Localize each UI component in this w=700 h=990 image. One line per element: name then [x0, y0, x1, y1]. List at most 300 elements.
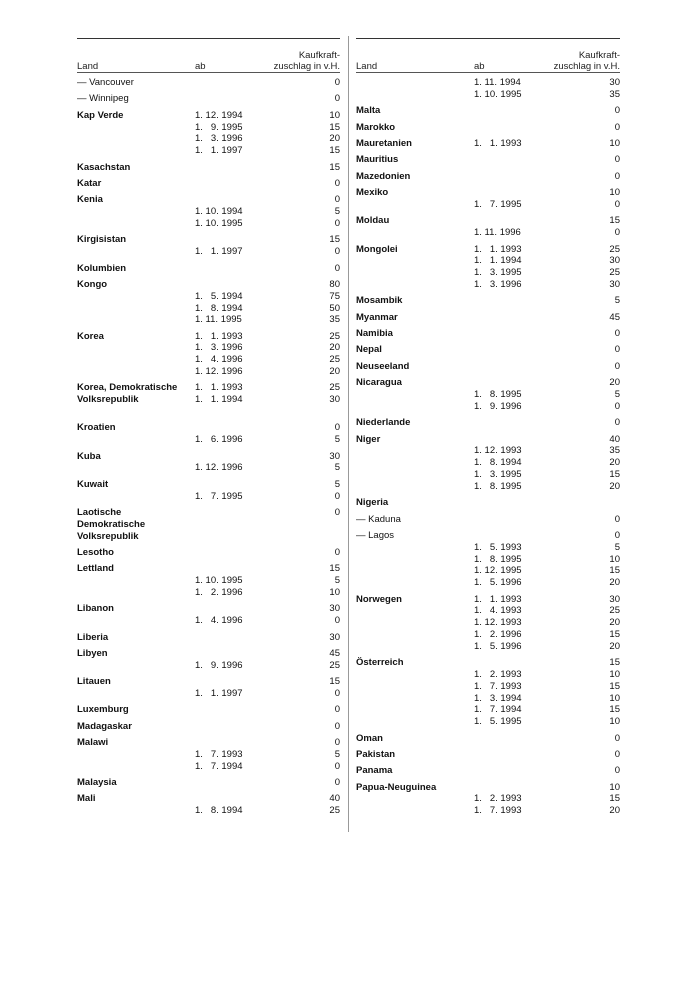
country-name: Mosambik — [356, 295, 403, 307]
table-row — [77, 354, 340, 366]
table-row — [77, 603, 340, 615]
table-row — [356, 693, 620, 705]
table-entry — [77, 77, 340, 89]
table-entry — [356, 377, 620, 412]
surcharge-value: 35 — [329, 314, 340, 326]
table-row — [77, 110, 340, 122]
surcharge-value: 15 — [329, 161, 340, 173]
surcharge-value: 10 — [609, 553, 620, 565]
table-row — [356, 267, 620, 279]
table-row — [356, 255, 620, 267]
surcharge-value: 35 — [609, 445, 620, 457]
surcharge-value: 0 — [334, 177, 340, 189]
table-entry — [77, 279, 340, 326]
table-row — [77, 749, 340, 761]
surcharge-value: 15 — [609, 680, 620, 692]
surcharge-value: 15 — [609, 215, 620, 227]
surcharge-value: 0 — [614, 170, 620, 182]
surcharge-value: 50 — [329, 302, 340, 314]
surcharge-value: 30 — [329, 603, 340, 615]
table-entry — [356, 295, 620, 307]
table-row — [356, 782, 620, 794]
effective-date: 1. 2. 1993 — [474, 793, 522, 805]
table-row — [356, 793, 620, 805]
table-row — [77, 519, 340, 531]
header-land: Land — [356, 61, 378, 72]
surcharge-value: 15 — [609, 793, 620, 805]
header-land: Land — [77, 61, 99, 72]
table-row — [77, 246, 340, 258]
table-entry — [356, 733, 620, 745]
table-row — [77, 263, 340, 275]
table-row — [356, 481, 620, 493]
table-row — [77, 805, 340, 817]
table-row — [77, 451, 340, 463]
effective-date: 1. 4. 1996 — [195, 615, 243, 627]
table-row — [356, 171, 620, 183]
effective-date: 1. 3. 1996 — [195, 342, 243, 354]
table-row — [356, 154, 620, 166]
country-name: Österreich — [356, 657, 404, 669]
surcharge-value: 0 — [614, 154, 620, 166]
table-row — [77, 491, 340, 503]
table-entry — [77, 793, 340, 817]
table-row — [356, 657, 620, 669]
effective-date: 1. 1. 1993 — [474, 593, 522, 605]
header-kaufkraft-line2: zuschlag in v.H. — [553, 61, 620, 72]
effective-date: 1. 10. 1995 — [195, 575, 243, 587]
table-entry — [356, 171, 620, 183]
table-entry — [356, 434, 620, 493]
country-name: — Winnipeg — [77, 93, 129, 105]
table-entry — [356, 594, 620, 653]
table-row — [77, 737, 340, 749]
surcharge-value: 30 — [609, 278, 620, 290]
table-row — [77, 761, 340, 773]
surcharge-value: 30 — [329, 450, 340, 462]
country-name: Malaysia — [77, 777, 117, 789]
country-name: Norwegen — [356, 593, 402, 605]
surcharge-value: 10 — [609, 692, 620, 704]
table-row — [77, 162, 340, 174]
table-entry — [356, 514, 620, 526]
country-name: Mali — [77, 793, 96, 805]
effective-date: 1. 1. 1993 — [474, 137, 522, 149]
table-row — [77, 122, 340, 134]
effective-date: 1. 2. 1993 — [474, 668, 522, 680]
table-entry — [356, 749, 620, 761]
table-row — [77, 77, 340, 89]
effective-date: 1. 7. 1993 — [474, 805, 522, 817]
table-entry — [356, 122, 620, 134]
table-row — [356, 244, 620, 256]
surcharge-value: 0 — [614, 360, 620, 372]
table-row — [356, 669, 620, 681]
country-name: Papua-Neuguinea — [356, 781, 437, 793]
country-name: Nicaragua — [356, 377, 402, 389]
table-row — [356, 805, 620, 817]
table-entry — [356, 344, 620, 356]
country-name: Katar — [77, 177, 102, 189]
effective-date: 1. 1. 1997 — [195, 145, 243, 157]
country-name: Neuseeland — [356, 360, 410, 372]
table-row — [356, 749, 620, 761]
surcharge-value: 0 — [334, 720, 340, 732]
table-row — [77, 479, 340, 491]
table-row — [356, 89, 620, 101]
table-row — [356, 445, 620, 457]
surcharge-value: 5 — [614, 295, 620, 307]
effective-date: 1. 6. 1996 — [195, 434, 243, 446]
table-row — [356, 629, 620, 641]
surcharge-value: 5 — [334, 206, 340, 218]
table-row — [356, 344, 620, 356]
effective-date: 1. 5. 1996 — [474, 577, 522, 589]
header-ab: ab — [195, 61, 206, 72]
table-row — [356, 565, 620, 577]
country-name: Libanon — [77, 603, 114, 615]
effective-date: 1. 1. 1997 — [195, 246, 243, 258]
surcharge-value: 0 — [334, 93, 340, 105]
surcharge-value: 0 — [334, 246, 340, 258]
country-name: Kuwait — [77, 478, 109, 490]
country-name: Mauretanien — [356, 137, 412, 149]
table-row — [356, 77, 620, 89]
effective-date: 1. 7. 1994 — [474, 704, 522, 716]
surcharge-value: 30 — [329, 631, 340, 643]
country-name: Malta — [356, 105, 381, 117]
table-entry — [356, 361, 620, 373]
country-name: Panama — [356, 765, 393, 777]
country-name: — Lagos — [356, 529, 395, 541]
table-row — [356, 704, 620, 716]
surcharge-value: 0 — [614, 732, 620, 744]
table-row — [356, 279, 620, 291]
table-row — [77, 145, 340, 157]
table-row — [77, 178, 340, 190]
table-row — [77, 394, 340, 406]
surcharge-value: 0 — [334, 547, 340, 558]
table-row — [356, 641, 620, 653]
surcharge-value: 30 — [609, 593, 620, 605]
table-row — [356, 199, 620, 211]
table-row — [356, 542, 620, 554]
surcharge-value: 20 — [609, 457, 620, 469]
table-row — [356, 765, 620, 777]
table-row — [77, 331, 340, 343]
surcharge-value: 20 — [609, 480, 620, 492]
country-name: Laotische Demokratische Volksrepublik — [77, 507, 146, 542]
surcharge-value: 20 — [609, 617, 620, 629]
table-entry — [356, 497, 620, 509]
surcharge-value: 10 — [609, 716, 620, 728]
table-entry — [77, 178, 340, 190]
surcharge-value: 5 — [334, 575, 340, 587]
effective-date: 1. 2. 1996 — [195, 586, 243, 598]
table-entry — [77, 93, 340, 105]
country-name: Pakistan — [356, 748, 396, 760]
table-row — [356, 389, 620, 401]
header-rule — [77, 72, 340, 73]
country-name: Niederlande — [356, 417, 411, 429]
table-entry — [356, 765, 620, 777]
country-name: Myanmar — [356, 311, 398, 323]
table-entry — [77, 110, 340, 157]
effective-date: 1. 9. 1996 — [474, 400, 522, 412]
table-row — [77, 422, 340, 434]
table-entry — [77, 382, 340, 417]
table-entry — [77, 194, 340, 229]
table-header — [77, 38, 340, 72]
table-row — [77, 93, 340, 105]
table-entry — [77, 263, 340, 275]
table-entry — [77, 162, 340, 174]
country-name: Mongolei — [356, 243, 398, 255]
effective-date: 1. 7. 1995 — [474, 198, 522, 210]
surcharge-value: 15 — [329, 121, 340, 133]
effective-date: 1. 3. 1996 — [474, 278, 522, 290]
table-entry — [77, 737, 340, 772]
table-row — [356, 105, 620, 117]
surcharge-value: 25 — [329, 382, 340, 394]
surcharge-value: 0 — [614, 513, 620, 525]
surcharge-value: 0 — [614, 121, 620, 133]
table-row — [356, 138, 620, 150]
country-name: Marokko — [356, 121, 396, 133]
table-row — [356, 328, 620, 340]
surcharge-value: 0 — [614, 748, 620, 760]
table-entry — [356, 138, 620, 150]
table-entry — [356, 530, 620, 589]
effective-date: 1. 4. 1993 — [474, 605, 522, 617]
table-entry — [77, 234, 340, 258]
table-row — [356, 469, 620, 481]
effective-date: 1. 9. 1995 — [195, 121, 243, 133]
surcharge-value: 15 — [609, 657, 620, 669]
surcharge-value: 0 — [614, 529, 620, 541]
surcharge-value: 25 — [329, 805, 340, 817]
surcharge-value: 0 — [334, 217, 340, 229]
country-name: Namibia — [356, 328, 393, 340]
table-row — [356, 215, 620, 227]
surcharge-value: 25 — [609, 605, 620, 617]
effective-date: 1. 1. 1993 — [474, 243, 522, 255]
country-name: Oman — [356, 732, 383, 744]
table-entry — [77, 721, 340, 733]
table-row — [356, 577, 620, 589]
surcharge-value: 0 — [614, 765, 620, 777]
surcharge-value: 0 — [334, 737, 340, 749]
table-entry — [356, 154, 620, 166]
country-name: Kroatien — [77, 422, 116, 434]
table-entry — [77, 676, 340, 700]
table-entry — [77, 507, 340, 542]
surcharge-value: 15 — [329, 234, 340, 246]
country-name: Kuba — [77, 450, 101, 462]
country-name: — Kaduna — [356, 513, 401, 525]
table-row — [356, 497, 620, 509]
effective-date: 1. 11. 1996 — [474, 227, 521, 239]
effective-date: 1. 4. 1996 — [195, 354, 243, 366]
table-row — [77, 688, 340, 700]
effective-date: 1. 8. 1995 — [474, 389, 522, 401]
table-row — [77, 234, 340, 246]
header-kaufkraft-line1: Kaufkraft- — [298, 50, 340, 61]
table-row — [356, 122, 620, 134]
country-name: Liberia — [77, 631, 109, 643]
country-name: Madagaskar — [77, 720, 132, 732]
table-row — [77, 434, 340, 446]
surcharge-value: 15 — [329, 145, 340, 157]
surcharge-value: 10 — [609, 781, 620, 793]
table-row — [77, 587, 340, 599]
surcharge-value: 10 — [329, 586, 340, 598]
surcharge-value: 0 — [334, 760, 340, 772]
table-row — [77, 342, 340, 354]
table-entry — [77, 777, 340, 789]
table-entry — [356, 417, 620, 429]
surcharge-value: 0 — [614, 400, 620, 412]
surcharge-value: 0 — [614, 344, 620, 356]
effective-date: 1. 3. 1996 — [195, 133, 243, 145]
surcharge-value: 0 — [334, 77, 340, 88]
surcharge-value: 20 — [609, 377, 620, 389]
table-row — [356, 377, 620, 389]
surcharge-value: 10 — [609, 668, 620, 680]
surcharge-value: 25 — [329, 330, 340, 342]
effective-date: 1. 11. 1994 — [474, 77, 521, 88]
table-entry — [356, 244, 620, 291]
surcharge-value: 20 — [329, 133, 340, 145]
table-row — [77, 615, 340, 627]
table-entry — [77, 479, 340, 503]
surcharge-value: 0 — [334, 507, 340, 519]
effective-date: 1. 7. 1993 — [474, 680, 522, 692]
table-entry — [77, 451, 340, 475]
surcharge-value: 45 — [329, 647, 340, 659]
effective-date: 1. 7. 1994 — [195, 760, 243, 772]
country-name: Lesotho — [77, 547, 114, 558]
effective-date: 1. 12. 1993 — [474, 445, 522, 457]
table-row — [77, 194, 340, 206]
effective-date: 1. 9. 1996 — [195, 659, 243, 671]
country-name: Kap Verde — [77, 109, 124, 121]
effective-date: 1. 10. 1995 — [195, 217, 243, 229]
table-row — [77, 660, 340, 672]
surcharge-value: 25 — [609, 243, 620, 255]
country-name: Niger — [356, 433, 381, 445]
country-name: Lettland — [77, 563, 114, 575]
table-row — [77, 314, 340, 326]
table-entry — [77, 422, 340, 446]
table-row — [77, 777, 340, 789]
surcharge-value: 5 — [334, 748, 340, 760]
surcharge-value: 45 — [609, 311, 620, 323]
table-row — [77, 547, 340, 559]
table-row — [356, 605, 620, 617]
country-name: Mexiko — [356, 187, 389, 199]
country-name: Korea, Demokratische Volksrepublik — [77, 382, 178, 406]
effective-date: 1. 5. 1994 — [195, 290, 243, 302]
surcharge-value: 0 — [334, 422, 340, 434]
table-row — [77, 218, 340, 230]
table-row — [77, 133, 340, 145]
surcharge-value: 5 — [614, 541, 620, 553]
surcharge-value: 0 — [614, 328, 620, 340]
table-row — [356, 434, 620, 446]
table-entry — [77, 331, 340, 378]
table-row — [356, 594, 620, 606]
table-entry — [356, 215, 620, 239]
effective-date: 1. 10. 1994 — [195, 206, 243, 218]
table-entry — [77, 547, 340, 559]
surcharge-value: 25 — [609, 267, 620, 279]
effective-date: 1. 3. 1995 — [474, 267, 522, 279]
table-row — [77, 704, 340, 716]
surcharge-value: 15 — [609, 628, 620, 640]
table-row — [77, 507, 340, 519]
country-name: Nigeria — [356, 497, 389, 509]
country-name: Kenia — [77, 194, 103, 206]
effective-date: 1. 5. 1993 — [474, 541, 522, 553]
effective-date: 1. 5. 1996 — [474, 640, 522, 652]
table-row — [77, 793, 340, 805]
table-entry — [77, 603, 340, 627]
country-name: Mazedonien — [356, 170, 411, 182]
country-name: — Vancouver — [77, 77, 134, 88]
table-row — [356, 312, 620, 324]
surcharge-value: 20 — [329, 366, 340, 378]
country-name: Kolumbien — [77, 262, 127, 274]
table-row — [356, 417, 620, 429]
table-entry — [77, 704, 340, 716]
surcharge-value: 5 — [334, 462, 340, 474]
table-row — [77, 721, 340, 733]
table-row — [356, 530, 620, 542]
surcharge-value: 10 — [609, 187, 620, 199]
surcharge-value: 15 — [329, 676, 340, 688]
surcharge-value: 0 — [334, 262, 340, 274]
surcharge-value: 10 — [329, 109, 340, 121]
table-entry — [356, 105, 620, 117]
surcharge-value: 15 — [329, 563, 340, 575]
surcharge-value: 20 — [609, 805, 620, 817]
table-entry — [356, 657, 620, 728]
table-entry — [356, 312, 620, 324]
table-row — [77, 406, 340, 418]
header-kaufkraftzuschlag — [274, 50, 340, 72]
surcharge-value: 0 — [614, 417, 620, 429]
country-name: Mauritius — [356, 154, 399, 166]
table-row — [356, 716, 620, 728]
country-name: Kasachstan — [77, 161, 131, 173]
table-row — [356, 401, 620, 413]
effective-date: 1. 3. 1995 — [474, 469, 522, 481]
surcharge-value: 25 — [329, 354, 340, 366]
table-row — [356, 617, 620, 629]
table-row — [77, 648, 340, 660]
surcharge-value: 20 — [329, 342, 340, 354]
country-name: Nepal — [356, 344, 382, 356]
header-ab: ab — [474, 61, 485, 72]
table-row — [77, 206, 340, 218]
table-rows — [77, 77, 340, 822]
surcharge-value: 5 — [334, 434, 340, 446]
header-kaufkraft-line1: Kaufkraft- — [578, 50, 620, 61]
table-header — [356, 38, 620, 72]
surcharge-value: 30 — [609, 77, 620, 88]
effective-date: 1. 5. 1995 — [474, 716, 522, 728]
